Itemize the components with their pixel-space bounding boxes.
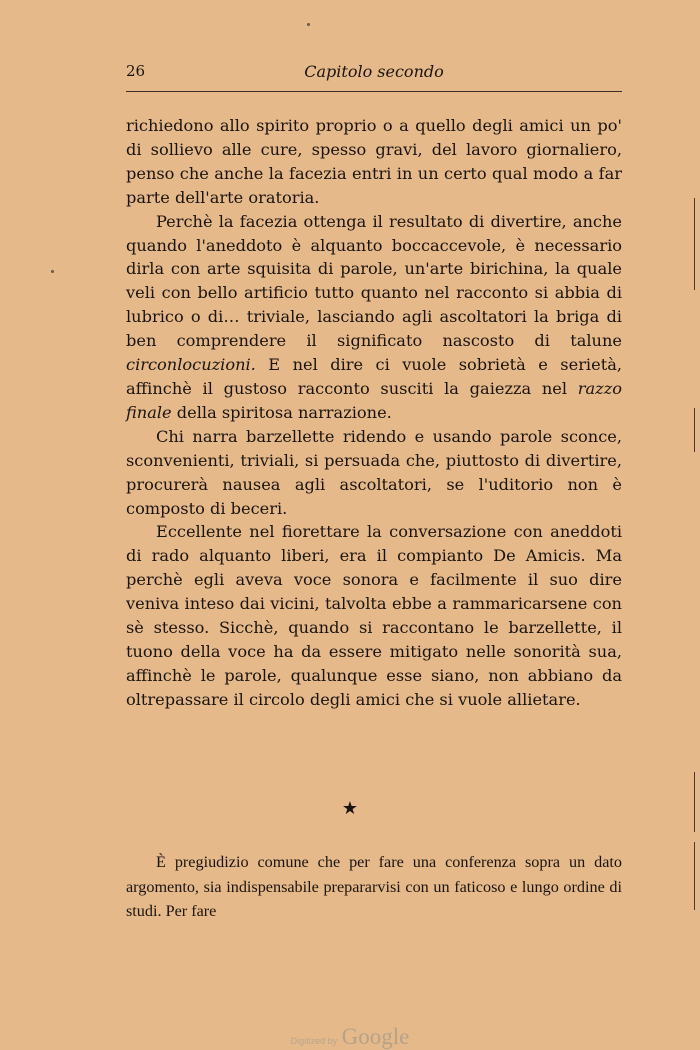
paragraph-3: Chi narra barzellette ridendo e usando parole sconce, sconvenienti, triviali, si persuada che, piuttosto di divertire, procurerà nausea agli ascoltatori, se l'uditorio non è composto di beceri. <box>126 426 622 518</box>
page-header <box>126 60 622 84</box>
running-title: Capitolo secondo <box>304 62 444 81</box>
scan-edge-mark <box>694 772 695 832</box>
header-rule <box>126 91 622 92</box>
scan-edge-mark <box>694 198 695 290</box>
emphasis-razzo-finale: razzo finale <box>126 378 622 422</box>
paragraph-4: Eccellente nel fiorettare la conversazione con aneddoti di rado alquanto liberi, era il compianto De Amicis. Ma perchè egli aveva voce sonora e facilmente il suo dire veniva inteso dai vicini, talvolta ebbe a rammaricarsene con sè stesso. Sicchè, quando si raccontano le barzellette, il tuono della voce ha da essere mitigato nelle sonorità sua, affinchè le parole, qualunque esse siano, non abbiano da oltrepassare il circolo degli amici che si vuole allietare. <box>126 522 622 709</box>
page-number: 26 <box>126 62 146 80</box>
body-text-after-separator <box>126 850 622 924</box>
digitization-watermark <box>0 1024 700 1050</box>
watermark-prefix: Digitized by <box>290 1036 338 1046</box>
paragraph-2 <box>126 210 622 425</box>
section-separator-star: ★ <box>341 798 359 819</box>
scan-edge-mark <box>694 842 695 910</box>
paragraph-5: È pregiudizio comune che per fare una conferenza sopra un dato argomento, sia indispensabile prepararvisi con un faticoso e lungo ordine di studi. Per fare <box>126 853 622 920</box>
scan-edge-mark <box>694 408 695 452</box>
paragraph-1: richiedono allo spirito proprio o a quello degli amici un po' di sollievo alle cure, spesso gravi, del lavoro giornaliero, penso che anche la facezia entri in un certo qual modo a far parte dell'arte oratoria. <box>126 116 622 207</box>
paragraph-2-part-c: della spiritosa narrazione. <box>171 402 392 422</box>
emphasis-circonlocuzioni: circonlocuzioni. <box>126 355 256 375</box>
google-logo: Google <box>341 1024 410 1049</box>
scan-speck <box>307 23 310 26</box>
body-text <box>126 114 622 712</box>
paragraph-2-part-a: Perchè la facezia ottenga il resultato di divertire, anche quando l'aneddoto è alquanto boccaccevole, è necessario dirla con arte squisita di parole, un'arte birichina, la quale veli con bello artificio tutto quanto nel racconto si abbia di lubrico o di… triviale, lasciando agli ascoltatori la briga di ben comprendere il significato nascosto di talune <box>126 211 622 351</box>
scan-speck <box>51 270 54 273</box>
paragraph-2-part-b: E nel dire ci vuole sobrietà e serietà, affinchè il gustoso racconto susciti la gaiezza nel <box>126 355 622 398</box>
